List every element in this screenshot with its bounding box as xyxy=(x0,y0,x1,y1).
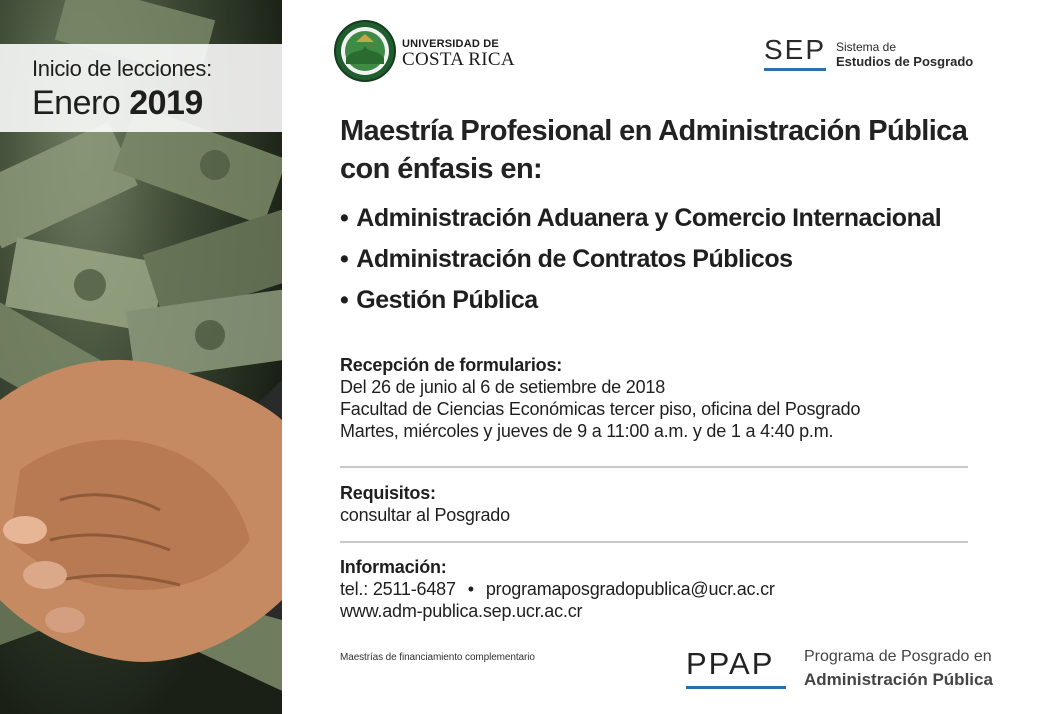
launch-label: Inicio de lecciones: xyxy=(32,56,212,81)
ucr-name-line1: UNIVERSIDAD DE xyxy=(402,38,499,50)
financing-note: Maestrías de financiamiento complementario xyxy=(340,652,535,663)
email-link[interactable]: programaposgradopublica@ucr.ac.cr xyxy=(485,579,775,599)
emphasis-item: • Administración Aduanera y Comercio Internacional xyxy=(340,198,941,239)
ucr-name-line2: COSTA RICA xyxy=(402,49,515,70)
reception-hours: Martes, miércoles y jueves de 9 a 11:00 a.m. y de 1 a 4:40 p.m. xyxy=(340,421,834,441)
sep-logo-mark: SEP xyxy=(764,34,827,65)
reception-dates: Del 26 de junio al 6 de setiembre de 2018 xyxy=(340,377,666,397)
divider xyxy=(340,541,968,543)
divider xyxy=(340,466,968,468)
requirements-section xyxy=(340,482,510,526)
sep-name-line1: Sistema de xyxy=(836,40,897,54)
ppap-name-line1: Programa de Posgrado en xyxy=(804,648,992,665)
reception-section xyxy=(340,354,860,442)
ppap-underline xyxy=(686,686,786,689)
contact-line xyxy=(340,578,775,600)
launch-month: Enero xyxy=(32,84,121,122)
emphasis-item: • Gestión Pública xyxy=(340,280,941,321)
information-heading: Información: xyxy=(340,557,447,577)
sep-underline xyxy=(764,68,826,71)
launch-year: 2019 xyxy=(129,84,203,122)
launch-date xyxy=(32,84,203,123)
reception-place: Facultad de Ciencias Económicas tercer piso, oficina del Posgrado xyxy=(340,399,861,419)
reception-heading: Recepción de formularios: xyxy=(340,355,563,375)
requirements-text: consultar al Posgrado xyxy=(340,505,510,525)
ppap-name-line2: Administración Pública xyxy=(804,670,993,689)
program-title: Maestría Profesional en Administración Pública con énfasis en: xyxy=(340,115,968,185)
handshake-money-photo xyxy=(0,0,282,714)
ppap-logo-mark: PPAP xyxy=(686,646,775,681)
bullet-separator: • xyxy=(467,579,474,599)
information-section xyxy=(340,556,775,622)
emphasis-item: • Administración de Contratos Públicos xyxy=(340,239,941,280)
requirements-heading: Requisitos: xyxy=(340,483,436,503)
website-link[interactable]: www.adm-publica.sep.ucr.ac.cr xyxy=(340,601,583,621)
ucr-seal-icon xyxy=(334,20,396,82)
sep-name-line2: Estudios de Posgrado xyxy=(836,54,974,69)
phone-number: tel.: 2511-6487 xyxy=(340,579,456,599)
emphasis-list xyxy=(340,198,941,321)
